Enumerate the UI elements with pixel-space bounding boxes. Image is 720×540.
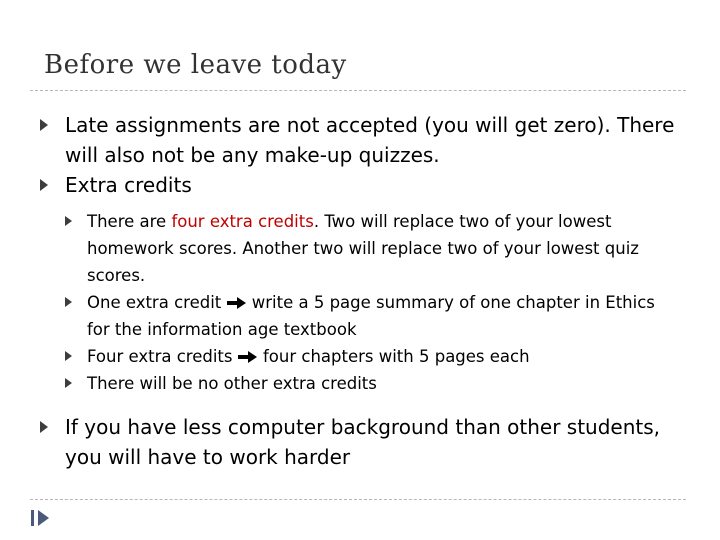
triangle-bullet-icon — [40, 179, 48, 191]
highlight-text: four extra credits — [171, 212, 314, 231]
sub-bullet-four-extra-credits — [40, 208, 680, 289]
slide-navigation-icon[interactable] — [31, 510, 34, 526]
footer-divider — [30, 499, 686, 500]
sub-bullet-text: write a 5 page summary of one chapter in Ethics for the information age textbook — [87, 293, 655, 339]
triangle-bullet-icon — [65, 297, 72, 307]
sub-bullet-four-extra-credits-chapters — [40, 343, 680, 370]
sub-bullet-text: One extra credit — [87, 293, 227, 312]
bullet-text: Extra credits — [65, 173, 192, 197]
triangle-bullet-icon — [65, 216, 72, 226]
sub-bullet-text: There are — [87, 212, 172, 231]
bullet-text: Late assignments are not accepted (you will get zero). There will also not be any make-up quizzes. — [65, 113, 675, 167]
sub-bullet-text: . Two will replace two of your lowest homework scores. Another two will replace two of your lowest quiz scores. — [87, 212, 639, 285]
triangle-bullet-icon — [40, 119, 48, 131]
triangle-bullet-icon — [65, 378, 72, 388]
sub-bullet-one-extra-credit — [40, 289, 680, 343]
sub-bullet-text: four chapters with 5 pages each — [257, 347, 530, 366]
bullet-computer-background — [40, 412, 680, 472]
triangle-bullet-icon — [65, 351, 72, 361]
bullet-text: If you have less computer background than other students, you will have to work harder — [65, 415, 661, 469]
title-divider — [30, 90, 686, 91]
bullet-list — [40, 110, 680, 472]
sub-bullet-text: There will be no other extra credits — [87, 374, 377, 393]
bullet-late-assignments — [40, 110, 680, 170]
sub-bullet-no-other-credits — [40, 370, 680, 397]
bullet-extra-credits — [40, 170, 680, 200]
sub-bullet-text: Four extra credits — [87, 347, 238, 366]
right-arrow-icon — [227, 293, 247, 312]
next-slide-icon[interactable] — [38, 510, 49, 526]
slide-title: Before we leave today — [44, 50, 347, 80]
right-arrow-icon — [238, 347, 258, 366]
triangle-bullet-icon — [40, 421, 48, 433]
